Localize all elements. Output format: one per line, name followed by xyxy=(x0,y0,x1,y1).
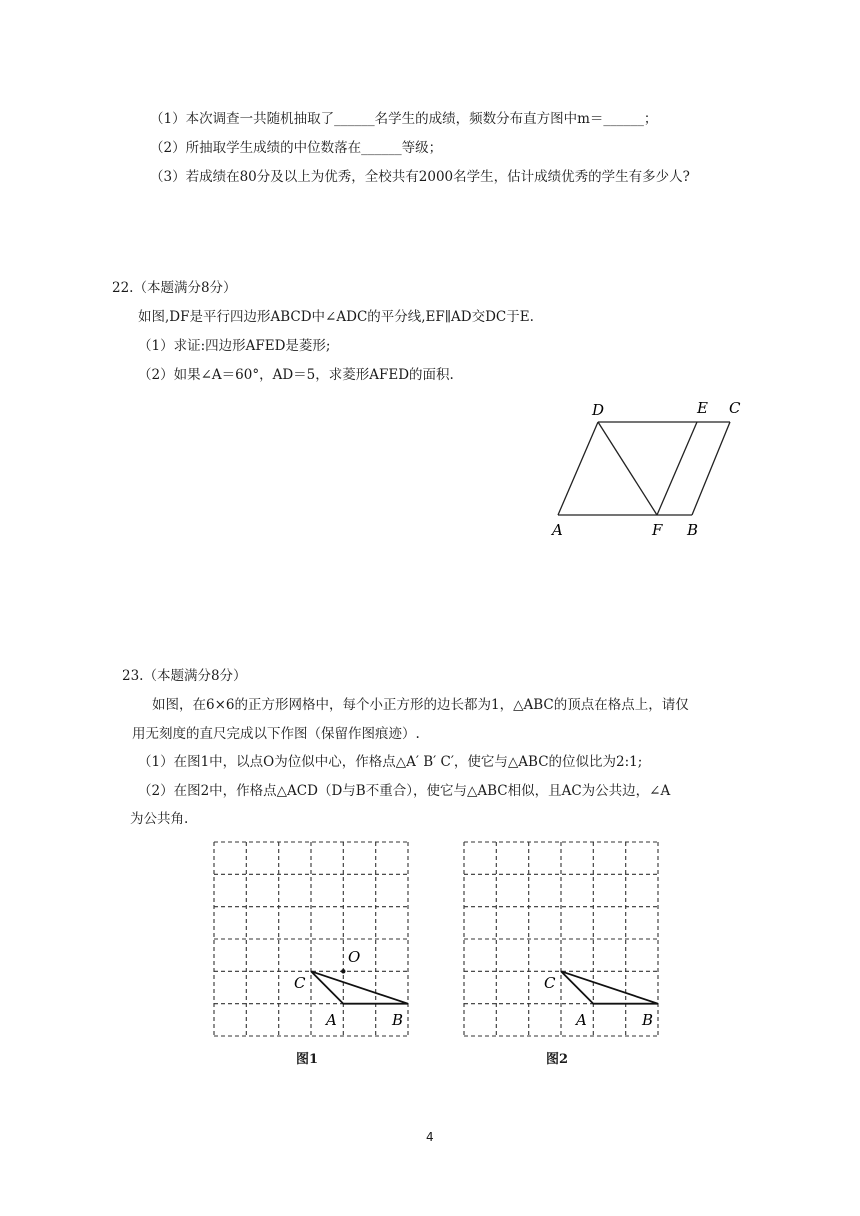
figure2-caption: 图2 xyxy=(546,1052,569,1067)
triangle-abc xyxy=(561,971,658,1003)
q23-part2-line1: （2）在图2中，作格点△ACD（D与B不重合），使它与△ABC相似，且AC为公共边，∠A xyxy=(138,783,671,799)
label-C: C xyxy=(729,399,741,417)
q23-figure1-grid xyxy=(210,838,415,1040)
label-F: F xyxy=(652,521,663,539)
label-B: B xyxy=(687,521,699,539)
label-A: A xyxy=(576,1011,587,1029)
label-E: E xyxy=(697,399,708,417)
q23-heading: 23.（本题满分8分） xyxy=(122,668,247,684)
label-C: C xyxy=(294,974,306,992)
q23-stem-line2: 用无刻度的直尺完成以下作图（保留作图痕迹）. xyxy=(132,726,420,742)
q22-part2: （2）如果∠A＝60°，AD＝5，求菱形AFED的面积. xyxy=(138,367,454,383)
page-number: 4 xyxy=(426,1130,434,1144)
label-D: D xyxy=(592,401,605,419)
label-B: B xyxy=(392,1011,404,1029)
q23-part2-line2: 为公共角. xyxy=(130,811,189,827)
q22-parallelogram-figure xyxy=(540,395,760,545)
triangle-abc xyxy=(311,971,408,1003)
label-A: A xyxy=(552,521,563,539)
q22-heading: 22.（本题满分8分） xyxy=(112,280,237,296)
label-O: O xyxy=(348,948,361,966)
point-o xyxy=(341,969,345,973)
q21-part3: （3）若成绩在80分及以上为优秀，全校共有2000名学生，估计成绩优秀的学生有多少人? xyxy=(150,169,690,185)
q23-part1: （1）在图1中，以点O为位似中心，作格点△A′ B′ C′，使它与△ABC的位似比为2:1; xyxy=(138,754,643,770)
label-B: B xyxy=(642,1011,654,1029)
q22-stem: 如图,DF是平行四边形ABCD中∠ADC的平分线,EF∥AD交DC于E. xyxy=(138,309,534,325)
q23-stem-line1: 如图，在6×6的正方形网格中，每个小正方形的边长都为1，△ABC的顶点在格点上，请仅 xyxy=(152,697,689,713)
q21-part1: （1）本次调查一共随机抽取了______名学生的成绩，频数分布直方图中m＝______； xyxy=(150,111,658,127)
q21-part2: （2）所抽取学生成绩的中位数落在______等级； xyxy=(150,140,443,156)
label-A: A xyxy=(326,1011,337,1029)
q23-figure2-grid xyxy=(460,838,665,1040)
figure1-caption: 图1 xyxy=(296,1052,319,1067)
label-C: C xyxy=(544,974,556,992)
q22-part1: （1）求证:四边形AFED是菱形; xyxy=(138,338,331,354)
